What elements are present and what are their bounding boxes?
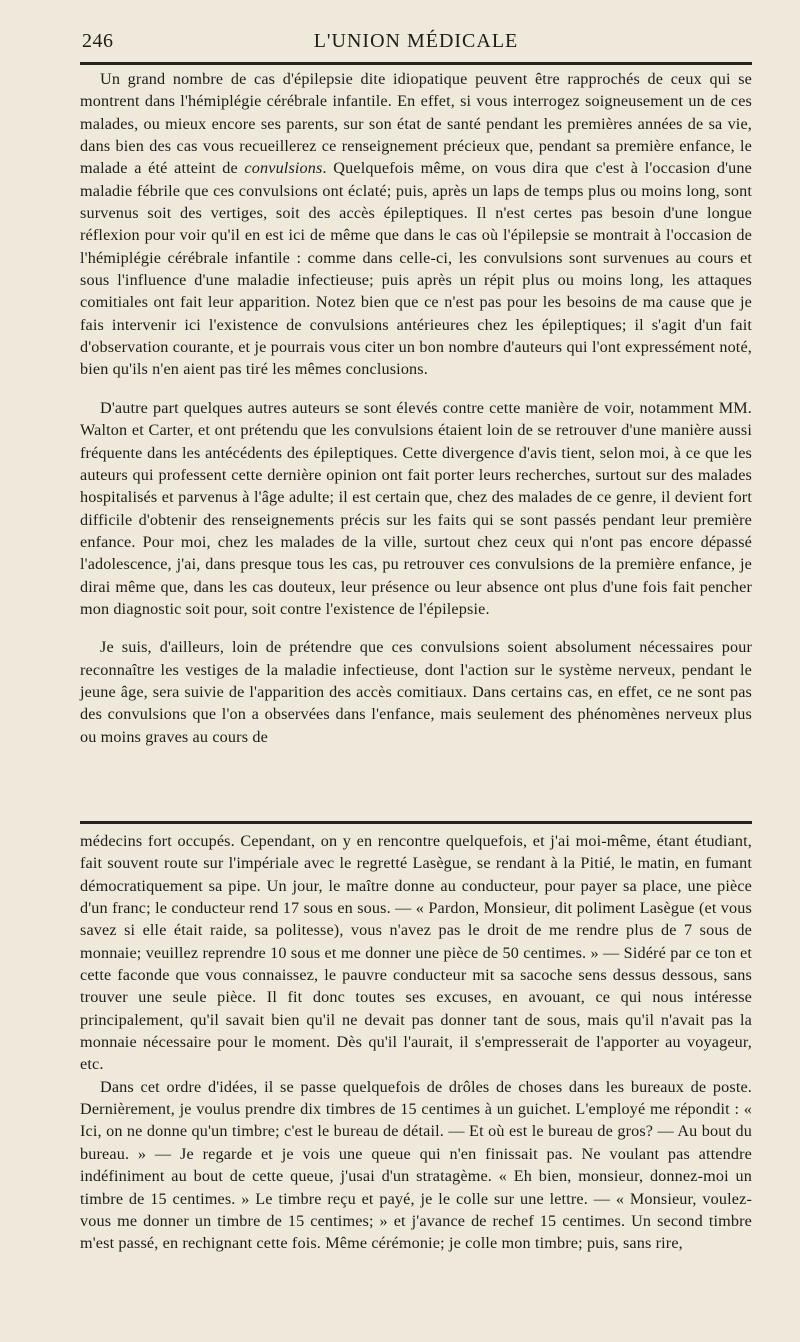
paragraph: D'autre part quelques autres auteurs se sont élevés contre cette manière de voir, notamment MM. Walton et Carter, et ont prétendu que les convulsions étaient loin de se retrouver d'une manière aussi fréquente dans les antécédents des épileptiques. Cette divergence d'avis tient, selon moi, à ce que les auteurs qui professent cette dernière opinion ont fait porter leurs recherches, surtout sur des malades hospitalisés et parvenus à l'âge adulte; il est certain que, chez des malades de ce genre, il devient fort difficile d'obtenir des renseignements précis sur les faits qui se sont passés pendant leur première enfance. Pour moi, chez les malades de la ville, surtout chez ceux qui n'ont pas encore dépassé l'adolescence, j'ai, dans presque tous les cas, pu retrouver ces convulsions de la première enfance, je dirai même que, dans les cas douteux, leur présence ou leur absence ont plus d'une fois fait pencher mon diagnostic soit pour, soit contre l'existence de l'épilepsie. [80,398,752,618]
running-title: L'UNION MÉDICALE [313,30,519,52]
header-rule [80,62,752,65]
page-header [80,28,752,58]
feuilleton-paragraph: Dans cet ordre d'idées, il se passe quelquefois de drôles de choses dans les bureaux de poste. Dernièrement, je voulus prendre dix timbres de 15 centimes à un guichet. L'employé me répondit : « Ici, on ne donne qu'un timbre; c'est le bureau de détail. — Et où est le bureau de gros? — Au bout du bureau. » — Je regarde et je vois une queue qui n'en finissait pas. Ne voulant pas attendre indéfiniment au bout de cette queue, j'usai d'un stratagème. « Eh bien, monsieur, donnez-moi un timbre de 15 centimes. » Le timbre reçu et payé, je le colle sur une lettre. — « Monsieur, voulez-vous me donner un timbre de 15 centimes; » et j'avance de rechef 15 centimes. Un second timbre m'est passé, en rechignant cette fois. Même cérémonie; je colle mon timbre; puis, sans rire, [80,1077,752,1253]
emphasized-word: convulsions [244,159,323,178]
feuilleton-divider [80,821,752,824]
paragraph: Je suis, d'ailleurs, loin de prétendre que ces convulsions soient absolument nécessaires pour reconnaître les vestiges de la maladie infectieuse, dont l'action sur le système nerveux, pendant le jeune âge, sera suivie de l'apparition des accès comitiaux. Dans certains cas, en effet, ce ne sont pas des convulsions que l'on a observées dans l'enfance, mais seulement des phénomènes nerveux plus ou moins graves au cours de [80,638,752,746]
paragraph [80,68,752,381]
main-article [80,68,752,748]
feuilleton-paragraph: médecins fort occupés. Cependant, on y en rencontre quelquefois, et j'ai moi-même, étant étudiant, fait souvent route sur l'impériale avec le regretté Lasègue, se rendant à la Pitié, le matin, en fumant démocratiquement sa pipe. Un jour, le maître donne au conducteur, pour payer sa place, une pièce d'un franc; le conducteur rend 17 sous en sous. — « Pardon, Monsieur, dit poliment Lasègue (et vous savez si elle était raide, sa politesse), vous n'avez pas le droit de me rendre plus de 7 sous de monnaie; veuillez reprendre 10 sous et me donner une pièce de 50 centimes. » — Sidéré par ce ton et cette faconde que vous connaissez, le pauvre conducteur mit sa sacoche sens dessus dessous, sans trouver une seule pièce. Il fit donc toutes ses excuses, en avouant, ce qui nous intéresse principalement, qu'il savait bien qu'il ne devait pas donner tant de sous, mais qu'il n'avait pas la monnaie nécessaire pour le moment. Dès qu'il l'aurait, il s'empresserait de l'apporter au voyageur, etc. [80,832,752,1074]
paragraph-text: . Quelquefois même, on vous dira que c'est à l'occasion d'une maladie fébrile que ces convulsions ont éclaté; puis, après un laps de temps plus ou moins long, sont survenus soit des vertiges, soit des accès épileptiques. Il n'est certes pas besoin d'une longue réflexion pour voir qu'il en est ici de même que dans le cas où l'épilepsie se montrait à l'occasion de l'hémiplégie cérébrale infantile : comme dans celle-ci, les convulsions sont survenues au cours et sous l'influence d'une maladie infectieuse; puis après un répit plus ou moins long, les attaques comitiales ont fait leur apparition. Notez bien que ce n'est pas pour les besoins de ma cause que je fais intervenir ici l'existence de convulsions antérieures chez les épileptiques; il s'agit d'un fait d'observation courante, et je pourrais vous citer un bon nombre d'auteurs qui l'ont expressément noté, bien qu'ils n'en aient pas tiré les mêmes conclusions. [80,159,752,379]
feuilleton-column [80,830,752,1255]
paragraph-text: Un grand nombre de cas d'épilepsie dite idiopatique peuvent être rapprochés de ceux qui se montrent dans l'hémiplégie cérébrale infantile. En effet, si vous interrogez soigneusement un de ces malades, ou mieux encore ses parents, sur son état de santé pendant les premières années de sa vie, dans bien des cas vous recueillerez ce renseignement précieux que, pendant sa première enfance, le malade a été atteint de [80,70,752,178]
page-number: 246 [82,30,114,52]
